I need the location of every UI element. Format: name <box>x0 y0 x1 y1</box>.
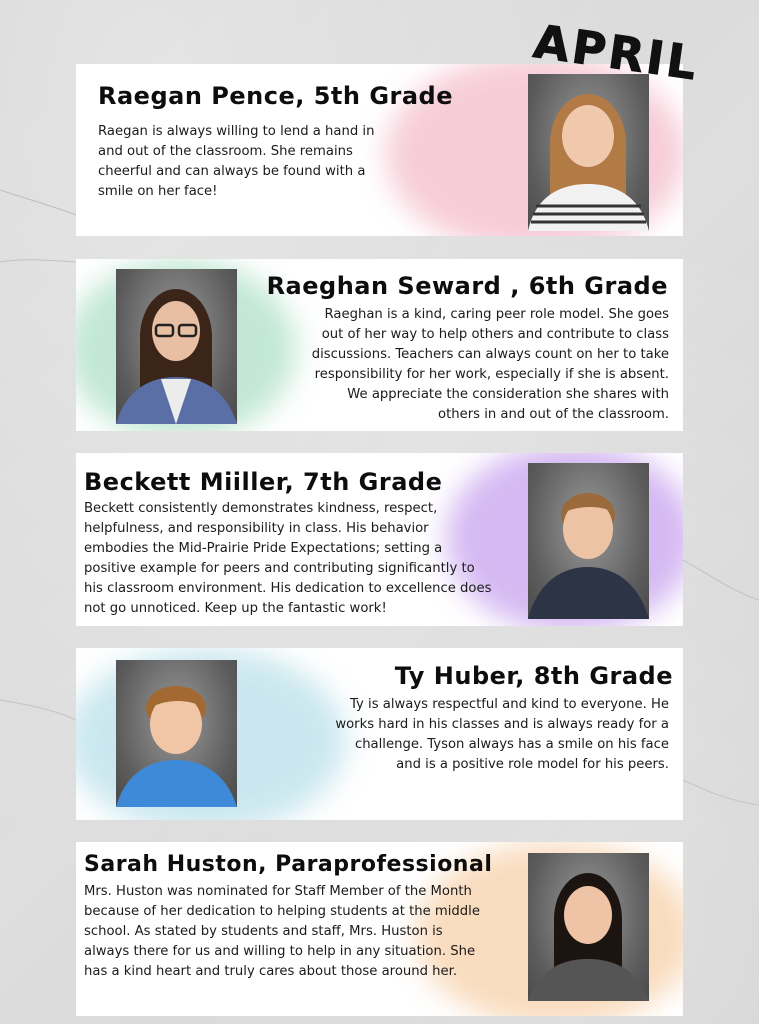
staff-photo <box>528 853 649 1001</box>
card-beckett-miiller <box>76 453 683 626</box>
month-heading: APRIL <box>530 14 703 91</box>
card-raeghan-seward <box>76 259 683 431</box>
card-ty-huber <box>76 648 683 820</box>
card-description: Beckett consistently demonstrates kindness, respect, helpfulness, and responsibility in class. His behavior embodies the Mid-Prairie Pride Expectations; setting a positive example for peers and contributing significantly to his classroom environment. His dedication to excellence does not go unnoticed. Keep up the fantastic work! <box>84 501 492 616</box>
card-title: Raeghan Seward , 6th Grade <box>266 272 668 300</box>
student-photo <box>116 269 237 424</box>
card-title: Sarah Huston, Paraprofessional <box>84 852 493 877</box>
student-photo <box>116 660 237 807</box>
card-description: Raeghan is a kind, caring peer role model. She goes out of her way to help others and contribute to class discussions. Teachers can always count on her to take responsibility for her work, especially if she is absent. We appreciate the consideration she shares with others in and out of the classroom. <box>311 307 669 422</box>
girl-portrait-icon <box>116 269 237 424</box>
boy-portrait-icon <box>116 660 237 807</box>
card-description: Ty is always respectful and kind to everyone. He works hard in his classes and is always ready for a challenge. Tyson always has a smile on his face and is a positive role model for his peers. <box>335 697 669 772</box>
woman-portrait-icon <box>528 853 649 1001</box>
card-sarah-huston <box>76 842 683 1016</box>
card-title: Ty Huber, 8th Grade <box>394 662 673 690</box>
card-description: Mrs. Huston was nominated for Staff Member of the Month because of her dedication to helping students at the middle school. As stated by students and staff, Mrs. Huston is always there for us and willing to help in any situation. She has a kind heart and truly cares about those around her. <box>84 884 480 979</box>
card-title: Beckett Miiller, 7th Grade <box>84 468 443 496</box>
card-title: Raegan Pence, 5th Grade <box>98 82 453 110</box>
boy-portrait-icon <box>528 463 649 619</box>
card-description: Raegan is always willing to lend a hand in and out of the classroom. She remains cheerful and can always be found with a smile on her face! <box>98 124 375 199</box>
student-photo <box>528 463 649 619</box>
